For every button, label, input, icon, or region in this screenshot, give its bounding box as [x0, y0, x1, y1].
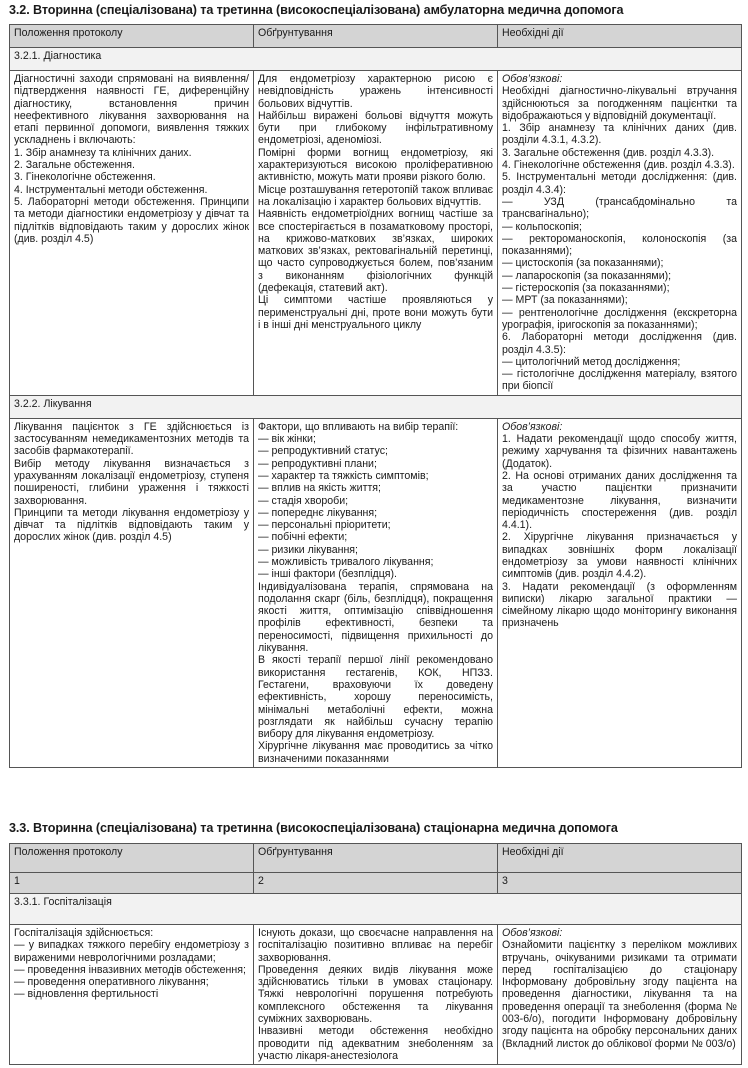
paragraph: Найбільш виражені больові відчуття можуть бути при глибокому інфільтративному ендометріозі, аденоміозі.	[258, 109, 493, 147]
list-item: — у випадках тяжкого перебігу ендометріозу з вираженими неврологічними розладами;	[14, 939, 249, 964]
subheader-row	[10, 894, 742, 925]
list-item: — гістероскопія (за показаннями);	[502, 282, 670, 295]
paragraph: Принципи та методи лікування ендометріозу у дівчат та підлітків відповідають таким у дорослих жінок (див. розділ 4.5)	[14, 506, 249, 544]
table-row	[10, 418, 742, 767]
paragraph: Ці симптоми частіше проявляються у перименструальні дні, проте вони можуть бути і в інші дні менструального циклу	[258, 294, 493, 331]
list-item: — лапароскопія (за показаннями);	[502, 269, 672, 282]
list-item: — характер та тяжкість симптомів;	[258, 469, 429, 482]
column-header: Положення протоколу	[10, 844, 254, 873]
hosp-actions-cell	[498, 925, 742, 1065]
list-item: 5. Інструментальні методи дослідження: (див. розділ 4.3.4):	[502, 171, 737, 196]
paragraph: Ознайомити пацієнтку з переліком можливих втручань, очікуваними ризиками та отримати перед госпіталізацією до стаціонару Інформовану добровільну згоду пацієнта на проведення діагностики, лікування та на проведення операції та знеболення (форма № 003-6/о), погодити Інформовану добровільну згоду пацієнта на обробку персональних даних (Вкладний листок до облікової форми № 003/о)	[502, 939, 737, 1050]
paragraph: Діагностичні заходи спрямовані на виявлення/підтвердження наявності ГЕ, диференційну діагностику, встановлення причин неефективного лікування захворювання на етапі первинної допомоги, виявлення тяжких ускладнень і включають:	[14, 73, 249, 147]
hosp-protocol-cell	[10, 925, 254, 1065]
list-item: 1. Надати рекомендації щодо способу життя, режиму харчування та фізичних навантажень (Додаток).	[502, 433, 737, 470]
list-item: — цитологічний метод дослідження;	[502, 355, 681, 368]
paragraph: Помірні форми вогнищ ендометріозу, які характеризуються високою проліферативною активністю, можуть мати прояви різкого болю.	[258, 146, 493, 184]
list-item: 2. Загальне обстеження.	[14, 159, 135, 172]
paragraph: В якості терапії першої лінії рекомендовано використання гестагенів, КОК, НПЗЗ. Гестагени, враховуючи їх доведену ефективність, хорошу переносимість, мінімальні метаболічні ефекти, можна розглядати як найбільш сучасну терапію вибору для лікування ендометріозу.	[258, 654, 493, 741]
list-item: — МРТ (за показаннями);	[502, 294, 628, 307]
list-item: — проведення інвазивних методів обстеження;	[14, 963, 246, 976]
column-header: Обґрунтування	[254, 25, 498, 48]
paragraph: Інвазивні методи обстеження необхідно проводити під адекватним знеболенням за участю лікаря-анестезіолога	[258, 1025, 493, 1062]
paragraph: Місце розташування гетеротопій також впливає на локалізацію і характер больових відчуттів.	[258, 183, 493, 208]
section-3-3-title: 3.3. Вторинна (спеціалізована) та третинна (високоспеціалізована) стаціонарна медична допомога	[9, 821, 618, 835]
paragraph: Для ендометріозу характерною рисою є невідповідність уражень інтенсивності больових відчуттів.	[258, 73, 493, 110]
list-item: — ректороманоскопія, колоноскопія (за показаннями);	[502, 232, 737, 258]
list-item: — відновлення фертильності	[14, 988, 159, 1001]
paragraph: Фактори, що впливають на вибір терапії:	[258, 420, 459, 433]
list-item: 3. Надати рекомендації (з оформленням виписки) лікарю загальної практики — сімейному лікарю щодо моніторингу виконання призначень	[502, 580, 737, 630]
paragraph: Індивідуалізована терапія, спрямована на подолання скарг (біль, безплідця), покращення якості життя, оптимізацію співвідношення профілів ефективності, безпеки та переносимості, підвищення прихильності до лікування.	[258, 580, 493, 655]
treat-rationale-cell	[254, 418, 498, 767]
column-header: Необхідні дії	[498, 844, 742, 873]
list-item: — стадія хвороби;	[258, 494, 349, 507]
list-item: — проведення оперативного лікування;	[14, 976, 209, 989]
section-3-2-table	[9, 24, 742, 768]
paragraph: Хірургічне лікування має проводитись за чітко визначеними показаннями	[258, 740, 493, 765]
list-item: — можливість тривалого лікування;	[258, 555, 434, 568]
list-item: — рентгенологічне дослідження (екскреторна урографія, іригоскопія за показаннями);	[502, 306, 737, 331]
paragraph: Вибір методу лікування визначається з урахуванням локалізації ендометріозу, ступеня поширеності, глибини ураження і тяжкості захворювання.	[14, 457, 249, 507]
paragraph: Необхідні діагностично-лікувальні втручання здійснюються за погодженням пацієнтки та відображаються у відповідній документації.	[502, 85, 737, 122]
list-item: 1. Збір анамнезу та клінічних даних.	[14, 146, 192, 159]
diag-protocol-cell	[10, 71, 254, 396]
list-item: 3. Гінекологічне обстеження.	[14, 171, 156, 184]
list-item: — репродуктивні плани;	[258, 457, 377, 470]
list-item: — гістологічне дослідження матеріалу, взятого при біопсії	[502, 368, 737, 393]
list-item: — кольпоскопія;	[502, 220, 582, 233]
header-row	[10, 25, 742, 48]
paragraph: Наявність ендометріоїдних вогнищ частіше за все спостерігається в позаматковому просторі, на крижово-маткових зв’язках, широких маткових зв’язках, ректовагінальній перетинці, що часто супроводжується болем, пов’язаним з виконанням фізіологічних функцій (дефекація, статевий акт).	[258, 208, 493, 295]
list-item: — цистоскопія (за показаннями);	[502, 257, 664, 270]
paragraph: Лікування пацієнток з ГЕ здійснюється із застосуванням немедикаментозних методів та засобів фармакотерапії.	[14, 420, 249, 458]
table-row	[10, 925, 742, 1065]
treat-actions-cell	[498, 418, 742, 767]
column-header: Положення протоколу	[10, 25, 254, 48]
paragraph: Існують докази, що своєчасне направлення на госпіталізацію позитивно впливає на перебіг захворювання.	[258, 927, 493, 964]
column-number: 2	[254, 873, 498, 894]
list-item: 4. Інструментальні методи обстеження.	[14, 183, 208, 196]
subheader-row	[10, 395, 742, 418]
list-item: — побічні ефекти;	[258, 531, 348, 544]
list-item: — інші фактори (безплідця).	[258, 568, 397, 581]
subsection-title-diagnostics: 3.2.1. Діагностика	[10, 48, 742, 71]
column-number-row	[10, 873, 742, 894]
list-item: — попереднє лікування;	[258, 506, 378, 519]
list-item: 3. Загальне обстеження (див. розділ 4.3.3).	[502, 146, 715, 159]
list-item: 4. Гінекологічне обстеження (див. розділ 4.3.3).	[502, 159, 735, 172]
list-item: — УЗД (трансабдомінально та трансвагінально);	[502, 195, 737, 221]
list-item: 1. Збір анамнезу та клінічних даних (див. розділи 4.3.1, 4.3.2).	[502, 122, 737, 147]
paragraph: Госпіталізація здійснюється:	[14, 927, 154, 939]
column-number: 1	[10, 873, 254, 894]
subsection-title-treatment: 3.2.2. Лікування	[10, 395, 742, 418]
list-item: 2. Хірургічне лікування призначається у випадках зовнішніх форм локалізації ендометріозу за умови наявності клінічних симптомів (див. розділ 4.4.2).	[502, 531, 737, 581]
list-item: — репродуктивний статус;	[258, 445, 388, 458]
subsection-title-hospitalization: 3.3.1. Госпіталізація	[10, 894, 742, 925]
column-header: Обґрунтування	[254, 844, 498, 873]
list-item: 6. Лабораторні методи дослідження (див. розділ 4.3.5):	[502, 331, 737, 356]
mandatory-label: Обов’язкові:	[502, 73, 563, 85]
subheader-row	[10, 48, 742, 71]
diag-actions-cell	[498, 71, 742, 396]
section-3-3-table	[9, 843, 742, 1065]
list-item: — вік жінки;	[258, 433, 316, 446]
paragraph: Проведення деяких видів лікування може здійснюватись тільки в умовах стаціонару. Тяжкі неврологічні порушення потребують комплексного обстеження та лікування суміжних захворювань.	[258, 963, 493, 1026]
diag-rationale-cell	[254, 71, 498, 396]
mandatory-label: Обов’язкові:	[502, 420, 563, 433]
column-header: Необхідні дії	[498, 25, 742, 48]
list-item: — ризики лікування;	[258, 543, 358, 556]
header-row	[10, 844, 742, 873]
mandatory-label: Обов’язкові:	[502, 927, 563, 939]
treat-protocol-cell	[10, 418, 254, 767]
list-item: 2. На основі отриманих даних дослідження та за участю пацієнтки призначити медикаментозне лікування, визначити періодичність спостереження (див. розділ 4.4.1).	[502, 469, 737, 532]
hosp-rationale-cell	[254, 925, 498, 1065]
table-row	[10, 71, 742, 396]
list-item: — вплив на якість життя;	[258, 482, 381, 495]
list-item: — персональні пріоритети;	[258, 519, 391, 532]
list-item: 5. Лабораторні методи обстеження. Принципи та методи діагностики ендометріозу у дівчат та підлітків відповідають таким у дорослих жінок (див. розділ 4.5)	[14, 195, 249, 245]
column-number: 3	[498, 873, 742, 894]
section-3-2-title: 3.2. Вторинна (спеціалізована) та третинна (високоспеціалізована) амбулаторна медична допомога	[9, 3, 624, 17]
